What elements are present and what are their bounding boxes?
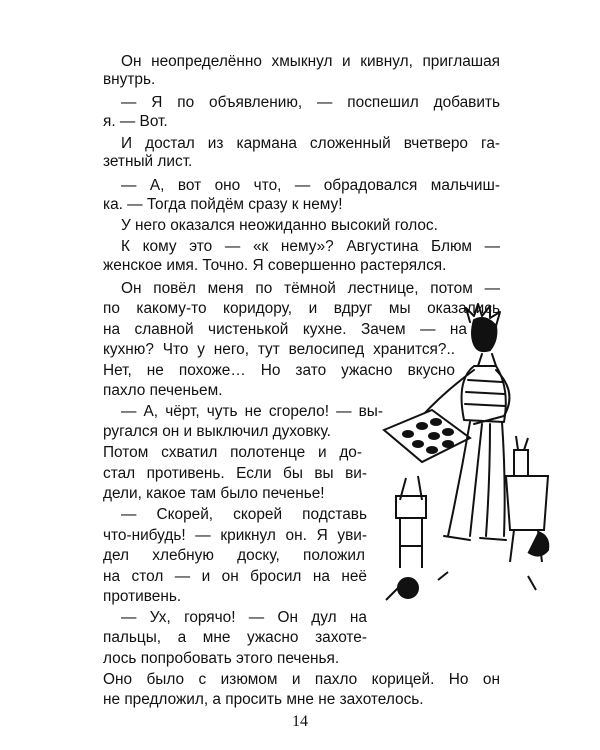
- text-line: К кому это — «к нему»? Августина Блюм —: [121, 238, 500, 255]
- text-line: на стол — и он бросил на неё: [103, 568, 367, 585]
- text-line: стал противень. Если бы вы ви-: [103, 465, 367, 482]
- page-number: 14: [292, 713, 308, 730]
- text-line: — А, вот оно что, — обрадовался мальчиш-: [121, 177, 500, 194]
- text-line: Он повёл меня по тёмной лестнице, потом —: [121, 280, 500, 297]
- text-line: что-нибудь! — крикнул он. Я уви-: [103, 527, 367, 544]
- text-line: лось попробовать этого печенья.: [103, 650, 340, 667]
- text-line: женское имя. Точно. Я совершенно растерялся.: [103, 257, 447, 274]
- text-line: — Я по объявлению, — поспешил добавить: [121, 94, 500, 111]
- text-line: ругался он и выключил духовку.: [103, 423, 331, 440]
- text-line: У него оказался неожиданно высокий голос.: [121, 217, 438, 234]
- text-line: пахло печеньем.: [103, 382, 223, 399]
- text-line: Потом схватил полотенце и до-: [103, 444, 362, 461]
- text-line: внутрь.: [103, 71, 156, 88]
- text-line: кухню? Что у него, тут велосипед хранится?..: [103, 341, 455, 358]
- text-line: Нет, не похоже… Но зато ужасно вкусно: [103, 362, 455, 379]
- text-line: дели, какое там было печенье!: [103, 485, 325, 502]
- text-line: — Ух, горячо! — Он дул на: [121, 609, 367, 626]
- text-line: дел хлебную доску, положил: [103, 547, 365, 564]
- text-line: по какому-то коридору, и вдруг мы оказались: [103, 300, 500, 317]
- text-line: И достал из кармана сложенный вчетверо га-: [121, 135, 500, 152]
- text-line: не предложил, а просить мне не захотелось.: [103, 691, 424, 708]
- text-line: Оно было с изюмом и пахло корицей. Но он: [103, 671, 500, 688]
- text-line: — Скорей, скорей подставь: [121, 506, 367, 523]
- text-line: зетный лист.: [103, 153, 193, 170]
- text-line: пальцы, а мне ужасно захоте-: [103, 629, 367, 646]
- text-line: я. — Вот.: [103, 113, 168, 130]
- text-line: — А, чёрт, чуть не сгорело! — вы-: [121, 403, 383, 420]
- text-line: противень.: [103, 588, 182, 605]
- text-line: на славной чистенькой кухне. Зачем — на: [103, 321, 467, 338]
- boy-with-baking-tray-icon: [378, 300, 558, 620]
- text-line: ка. — Тогда пойдём сразу к нему!: [103, 196, 343, 213]
- text-line: Он неопределённо хмыкнул и кивнул, приглашая: [121, 53, 500, 70]
